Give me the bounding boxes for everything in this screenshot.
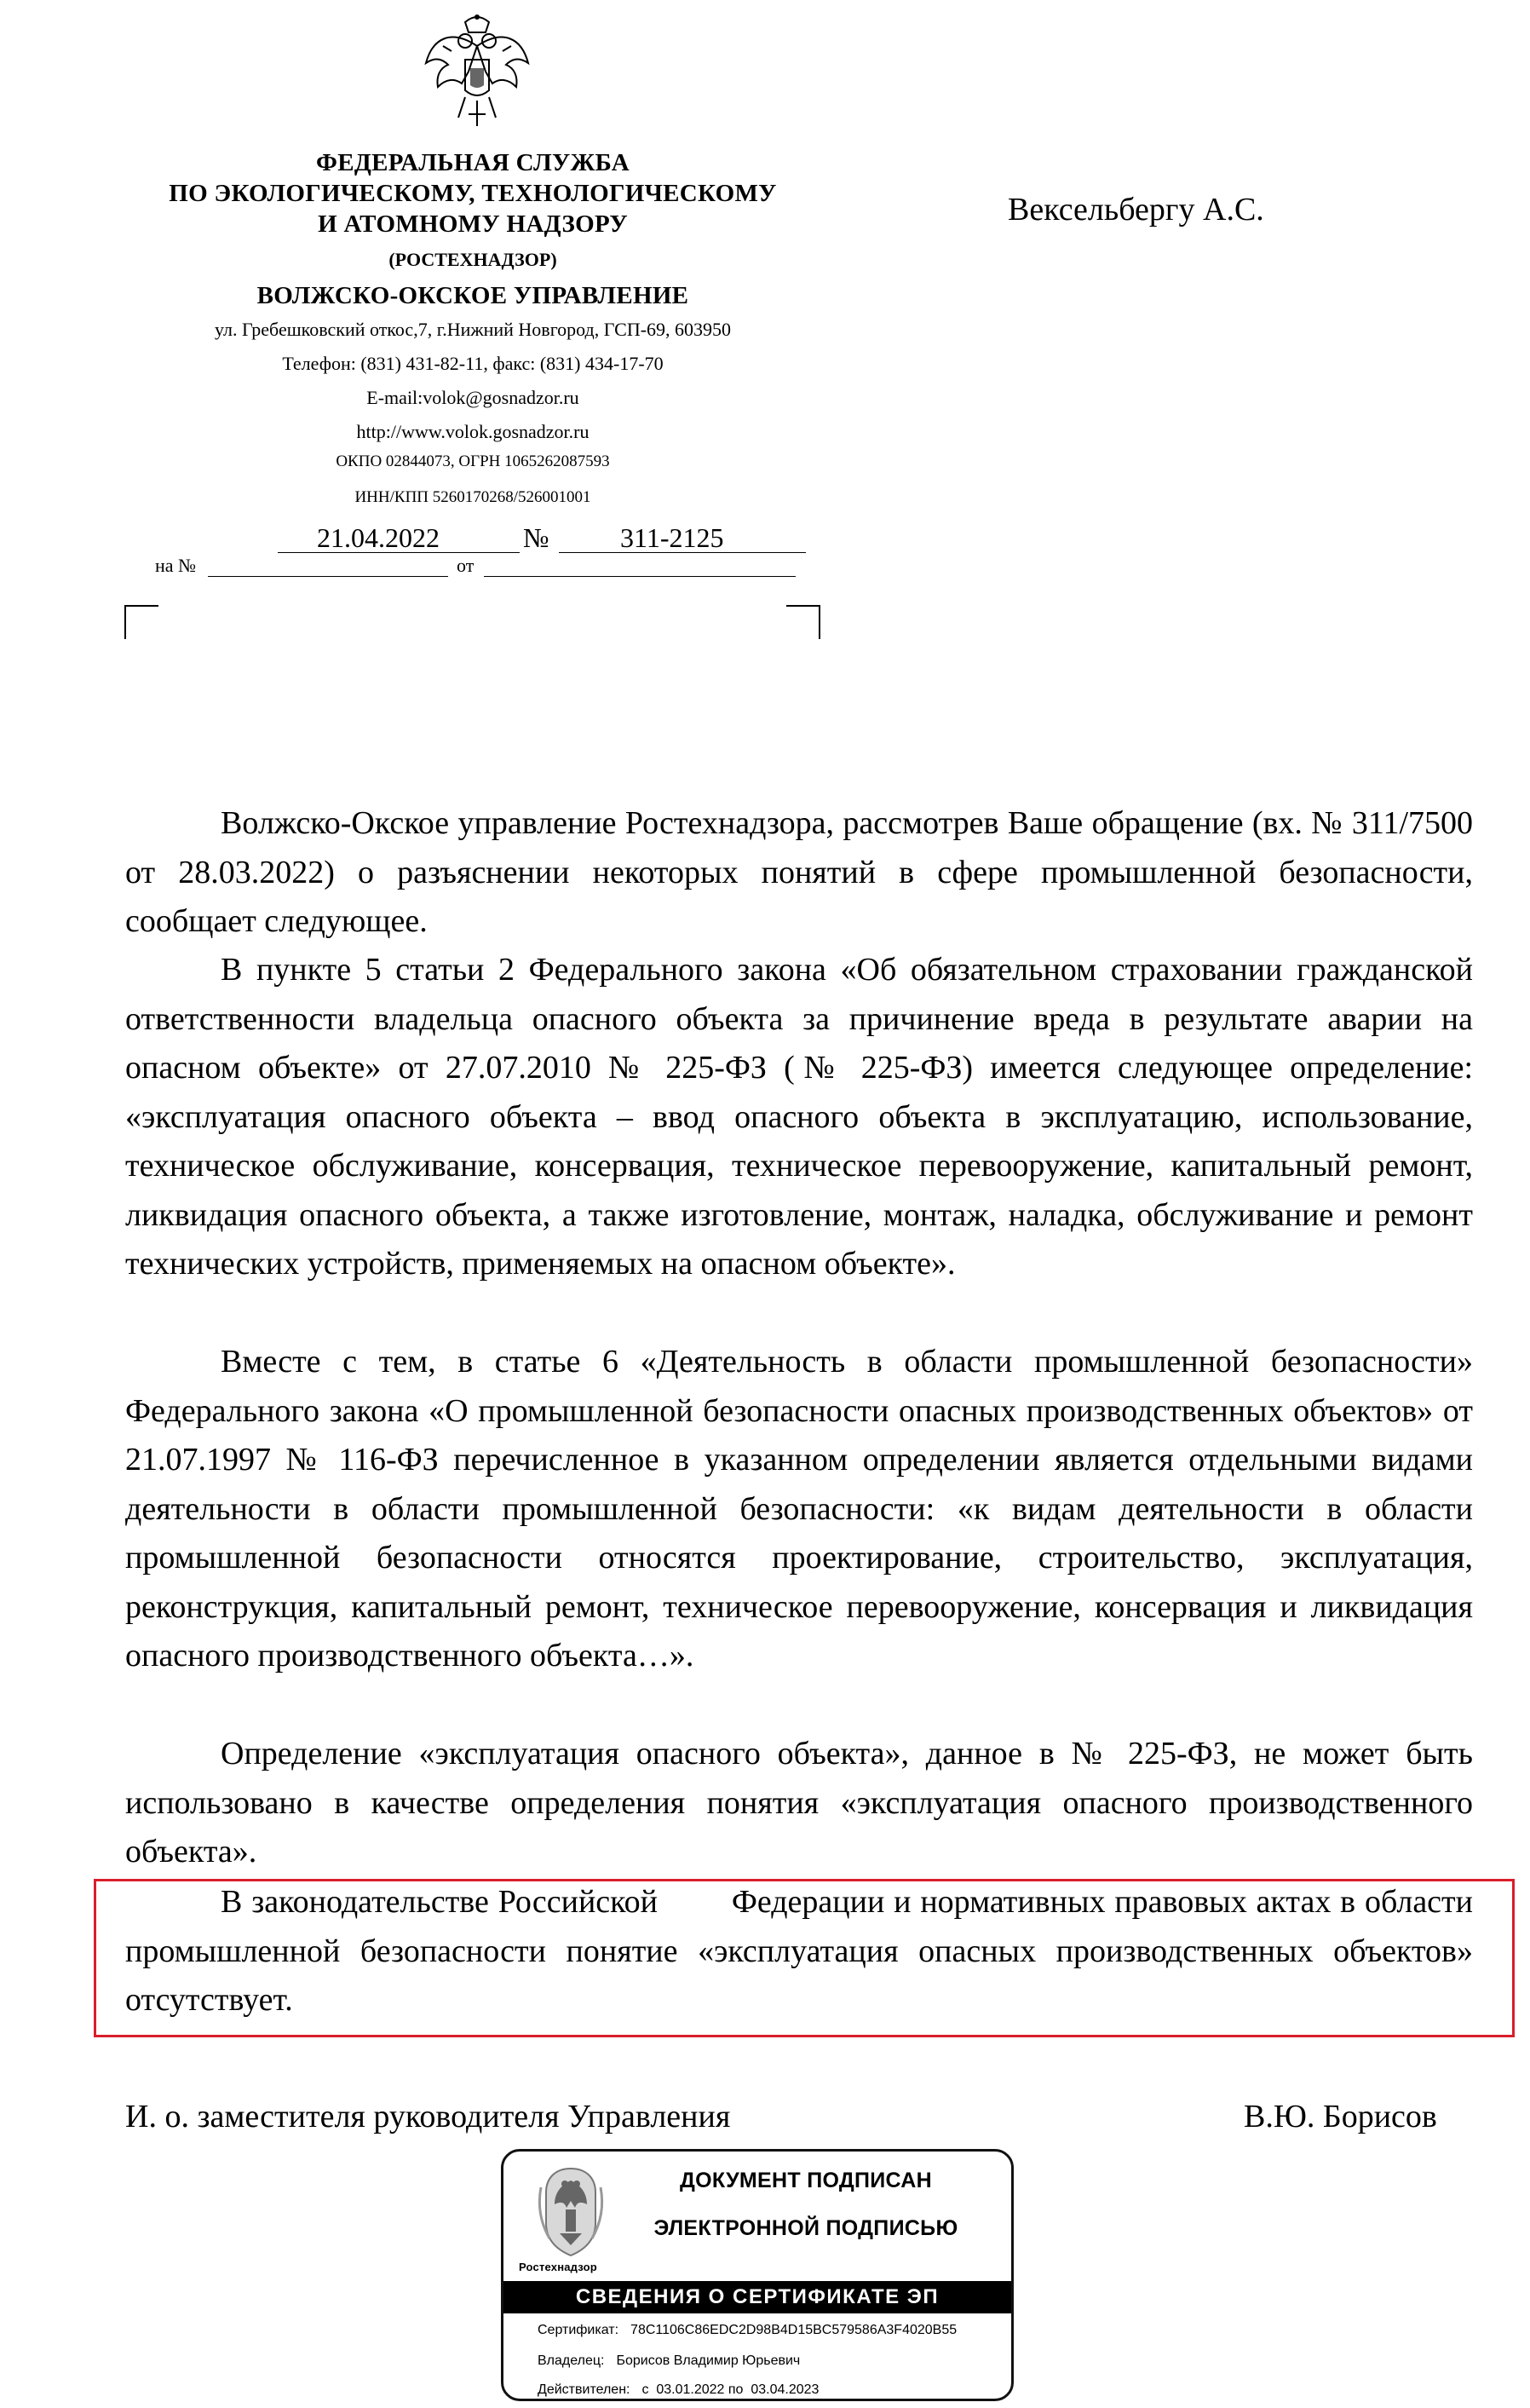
rostekhnadzor-emblem-icon — [529, 2163, 613, 2261]
reference-number-label: на № — [155, 555, 197, 576]
division-name: ВОЛЖСКО-ОКСКОЕ УПРАВЛЕНИЕ — [256, 282, 689, 309]
org-email: E-mail:volok@gosnadzor.ru — [366, 387, 579, 408]
address-corner-mark-left — [124, 605, 158, 639]
validity-label: Действителен: — [538, 2382, 630, 2397]
owner-value: Борисов Владимир Юрьевич — [616, 2353, 801, 2368]
body-paragraph-1: Волжско-Окское управление Ростехнадзора, рассмотрев Ваше обращение (вх. № 311/7500 от 28.03.2022) о разъяснении некоторых понятий в сфере промышленной безопасности, сообщает следующее. — [125, 805, 1473, 939]
stamp-certificate-header: СВЕДЕНИЯ О СЕРТИФИКАТЕ ЭП — [503, 2281, 1011, 2313]
validity-value: с 03.01.2022 по 03.04.2023 — [641, 2382, 820, 2397]
body-paragraph-3: Вместе с тем, в статье 6 «Деятельность в области промышленной безопасности» Федерального закона «О промышленной безопасности опасных производственных объектов» от 21.07.1997 № 116-ФЗ перечисленное в указанном определении является отдельными видами деятельности в области промышленной безопасности: «к видам деятельности в области промышленной безопасности относятся проектирование, строительство, эксплуатация, реконструкция, капитальный ремонт, техническое перевооружение, консервация и ликвидация опасного производственного объекта…». — [125, 1344, 1473, 1674]
reg-number: 311-2125 — [620, 522, 724, 553]
body-paragraph-5: В законодательстве Российской Федерации и нормативных правовых актах в области промышленной безопасности понятие «эксплуатация опасных производственных объектов» отсутствует. — [125, 1884, 1481, 2018]
org-okpo-ogrn: ОКПО 02844073, ОГРН 1065262087593 — [336, 452, 610, 470]
signatory-name: В.Ю. Борисов — [1244, 2099, 1437, 2134]
stamp-owner-row — [538, 2353, 800, 2370]
certificate-label: Сертификат: — [538, 2323, 619, 2337]
org-abbreviation: (РОСТЕХНАДЗОР) — [388, 249, 557, 270]
org-inn-kpp: ИНН/КПП 5260170268/526001001 — [354, 488, 591, 506]
certificate-value: 78C1106C86EDC2D98B4D15BC579586A3F4020B55 — [630, 2323, 958, 2337]
owner-label: Владелец: — [538, 2353, 605, 2368]
reference-date-underline — [484, 576, 796, 577]
body-paragraph-2: В пункте 5 статьи 2 Федерального закона «Об обязательном страховании гражданской ответственности владельца опасного объекта за причинение вреда в результате аварии на опасном объекте» от 27.07.2010 № 225-ФЗ (№ 225-ФЗ) имеется следующее определение: «эксплуатация опасного объекта – ввод опасного объекта в эксплуатацию, использование, техническое обслуживание, консервация, техническое перевооружение, капитальный ремонт, ликвидация опасного объекта, а также изготовление, монтаж, наладка, обслуживание и ремонт технических устройств, применяемых на опасном объекте». — [125, 952, 1473, 1282]
org-name-line-2: ПО ЭКОЛОГИЧЕСКОМУ, ТЕХНОЛОГИЧЕСКОМУ — [169, 180, 777, 207]
stamp-certificate-row — [538, 2322, 957, 2339]
stamp-title-line-2: ЭЛЕКТРОННОЙ ПОДПИСЬЮ — [653, 2216, 958, 2240]
signatory-title: И. о. заместителя руководителя Управления — [125, 2099, 731, 2134]
org-website: http://www.volok.gosnadzor.ru — [356, 421, 590, 442]
body-paragraph-4: Определение «эксплуатация опасного объекта», данное в № 225-ФЗ, не может быть использовано в качестве определения понятия «эксплуатация опасного производственного объекта». — [125, 1736, 1473, 1869]
recipient: Вексельбергу А.С. — [1008, 192, 1264, 228]
e-signature-stamp — [501, 2149, 1014, 2401]
org-name-line-1: ФЕДЕРАЛЬНАЯ СЛУЖБА — [316, 149, 630, 176]
reg-number-sign: № — [523, 522, 549, 553]
reg-date: 21.04.2022 — [317, 522, 440, 553]
address-corner-mark-right — [786, 605, 820, 639]
reference-date-label: от — [457, 555, 475, 576]
reference-number-underline — [208, 576, 448, 577]
org-address: ул. Гребешковский откос,7, г.Нижний Новгород, ГСП-69, 603950 — [214, 319, 732, 340]
stamp-validity-row — [538, 2382, 819, 2399]
highlight-box — [94, 1879, 1515, 2037]
stamp-logo-caption: Ростехнадзор — [519, 2261, 597, 2273]
org-name-line-3: И АТОМНОМУ НАДЗОРУ — [318, 210, 628, 238]
coat-of-arms-icon — [417, 12, 537, 140]
stamp-title-line-1: ДОКУМЕНТ ПОДПИСАН — [680, 2169, 932, 2192]
org-phone: Телефон: (831) 431-82-11, факс: (831) 434-17-70 — [282, 353, 664, 374]
